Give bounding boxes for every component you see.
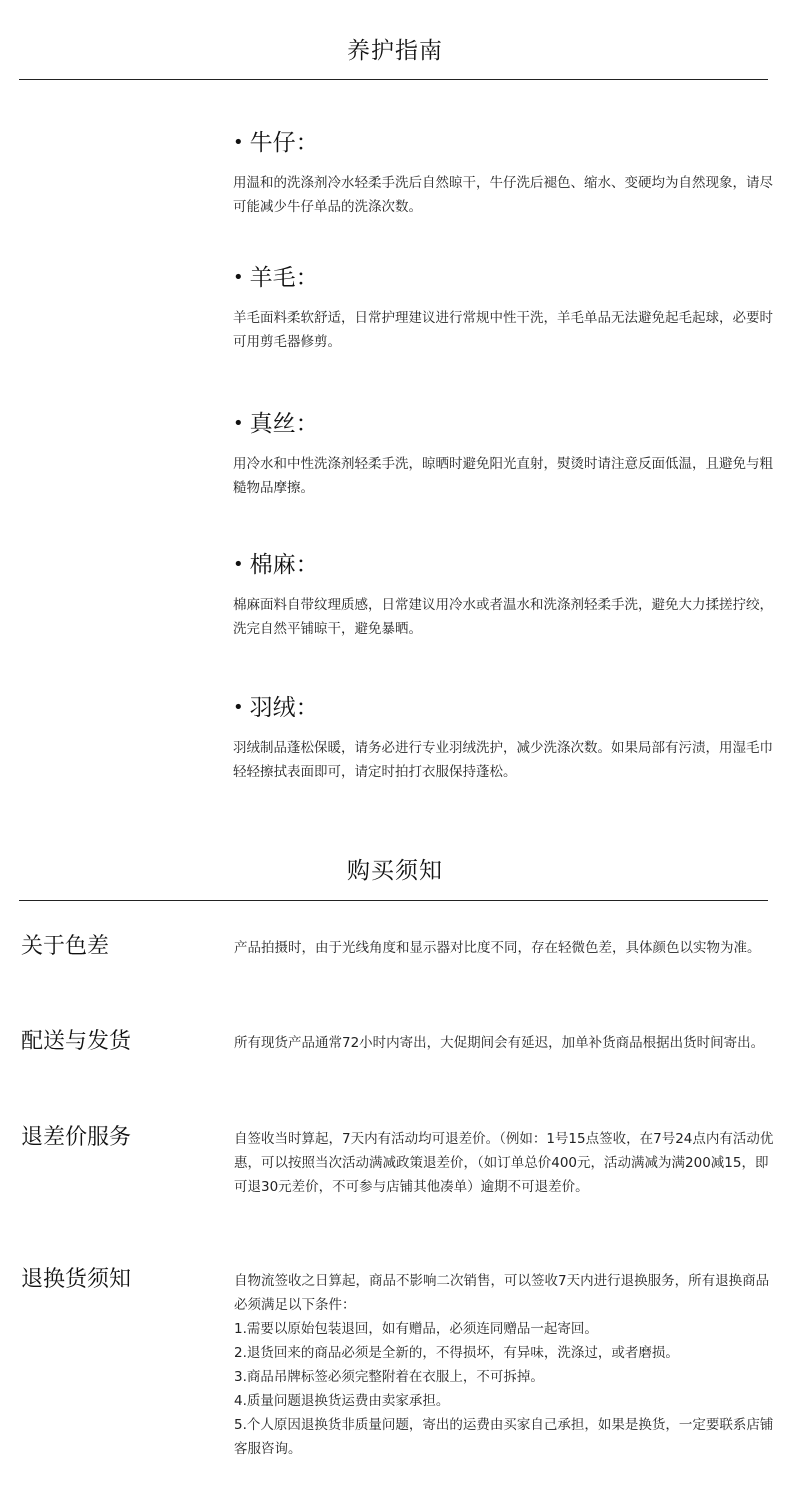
care-heading (233, 262, 773, 294)
care-guide-divider (19, 79, 768, 80)
notice-text-returns (234, 1269, 779, 1461)
care-item-down (233, 692, 773, 784)
returns-condition-5: 5.个人原因退换货非质量问题，寄出的运费由买家自己承担，如果是换货，一定要联系店铺客服咨询。 (234, 1417, 774, 1457)
care-heading-label: 真丝： (249, 411, 319, 437)
notice-label-price-difference: 退差价服务 (21, 1125, 132, 1150)
returns-condition-2: 2.退货回来的商品必须是全新的，不得损坏，有异味，洗涤过，或者磨损。 (234, 1345, 679, 1361)
care-heading (233, 408, 773, 440)
care-text: 用冷水和中性洗涤剂轻柔手洗，晾晒时避免阳光直射，熨烫时请注意反面低温，且避免与粗糙物品摩擦。 (233, 456, 773, 496)
care-guide-title: 养护指南 (347, 38, 443, 64)
care-heading-label: 牛仔： (249, 130, 319, 156)
bullet-icon: • (233, 554, 244, 575)
purchase-notice-divider (19, 900, 768, 901)
care-heading-label: 羊毛： (249, 265, 319, 291)
returns-condition-4: 4.质量问题退换货运费由卖家承担。 (234, 1393, 450, 1409)
care-text: 用温和的洗涤剂冷水轻柔手洗后自然晾干，牛仔洗后褪色、缩水、变硬均为自然现象，请尽可能减少牛仔单品的洗涤次数。 (233, 175, 773, 215)
notice-text-color-difference: 产品拍摄时，由于光线角度和显示器对比度不同，存在轻微色差，具体颜色以实物为准。 (234, 940, 761, 956)
care-heading (233, 127, 773, 159)
bullet-icon: • (233, 413, 244, 434)
care-item-denim (233, 127, 773, 219)
care-heading-label: 羽绒： (249, 695, 319, 721)
returns-condition-3: 3.商品吊牌标签必须完整附着在衣服上，不可拆掉。 (234, 1369, 544, 1385)
notice-text-price-difference: 自签收当时算起，7天内有活动均可退差价。（例如：1号15点签收，在7号24点内有活动优惠，可以按照当次活动满减政策退差价，（如订单总价400元，活动满减为满200减15，即可退30元差价，不可参与店铺其他凑单）逾期不可退差价。 (234, 1131, 774, 1195)
care-heading (233, 549, 773, 581)
notice-label-returns: 退换货须知 (21, 1267, 132, 1292)
care-item-silk (233, 408, 773, 500)
care-item-cotton-linen (233, 549, 773, 641)
care-text: 羽绒制品蓬松保暖，请务必进行专业羽绒洗护，减少洗涤次数。如果局部有污渍，用湿毛巾轻轻擦拭表面即可，请定时拍打衣服保持蓬松。 (233, 740, 773, 780)
care-item-wool (233, 262, 773, 354)
care-text: 棉麻面料自带纹理质感，日常建议用冷水或者温水和洗涤剂轻柔手洗，避免大力揉搓拧绞，洗完自然平铺晾干，避免暴晒。 (233, 597, 773, 637)
notice-label-shipping: 配送与发货 (21, 1029, 132, 1054)
bullet-icon: • (233, 697, 244, 718)
care-heading (233, 692, 773, 724)
returns-condition-1: 1.需要以原始包装退回，如有赠品，必须连同赠品一起寄回。 (234, 1321, 598, 1337)
notice-label-color-difference: 关于色差 (21, 934, 110, 959)
bullet-icon: • (233, 267, 244, 288)
bullet-icon: • (233, 132, 244, 153)
care-text: 羊毛面料柔软舒适，日常护理建议进行常规中性干洗，羊毛单品无法避免起毛起球，必要时可用剪毛器修剪。 (233, 310, 773, 350)
returns-intro: 自物流签收之日算起，商品不影响二次销售，可以签收7天内进行退换服务，所有退换商品必须满足以下条件： (234, 1273, 770, 1313)
purchase-notice-title: 购买须知 (347, 858, 443, 884)
notice-text-shipping: 所有现货产品通常72小时内寄出，大促期间会有延迟，加单补货商品根据出货时间寄出。 (234, 1035, 765, 1051)
care-heading-label: 棉麻： (249, 552, 319, 578)
